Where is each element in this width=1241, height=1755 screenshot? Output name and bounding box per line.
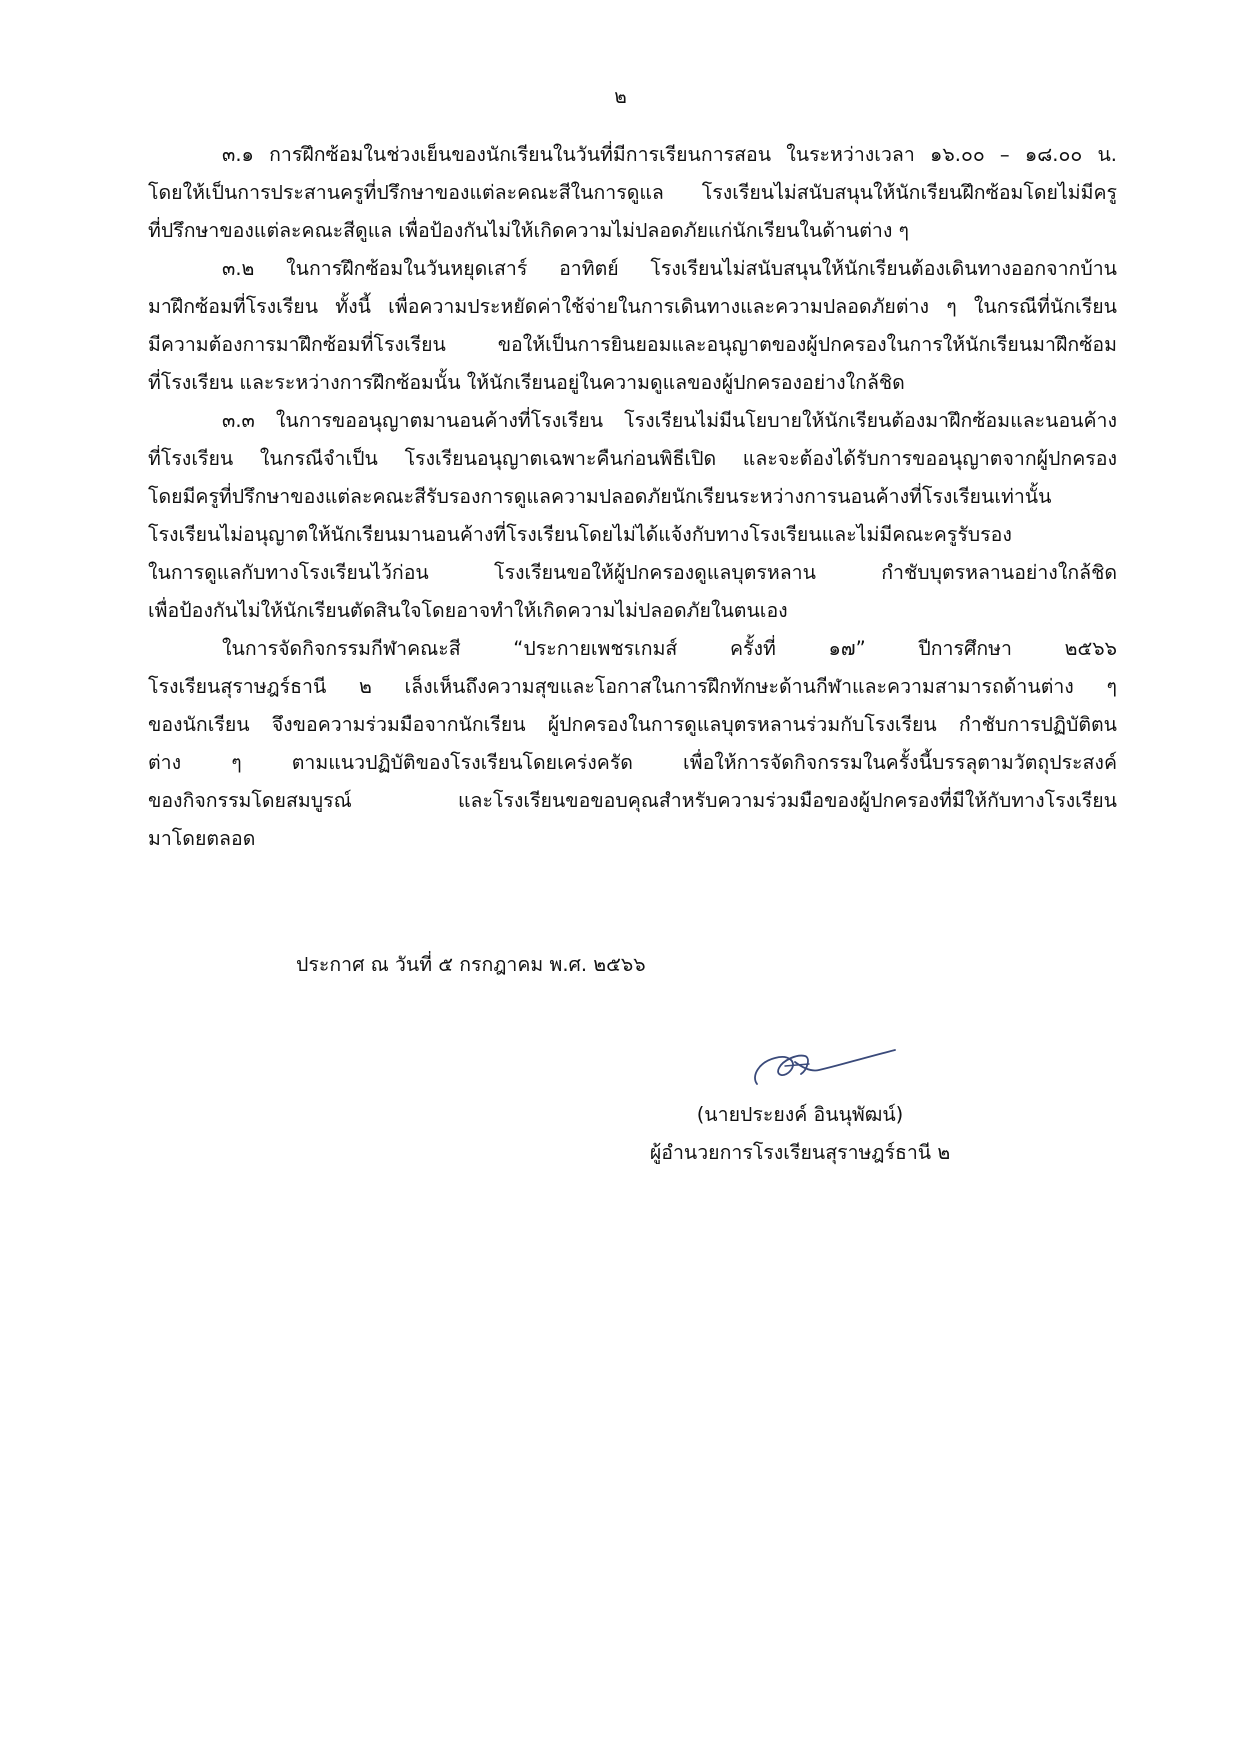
paragraph-3-2-line-2: มาฝึกซ้อมที่โรงเรียน ทั้งนี้ เพื่อความประหยัดค่าใช้จ่ายในการเดินทางและความปลอดภัยต่าง ๆ ในกรณีที่นักเรียน xyxy=(148,295,1117,318)
closing-paragraph-line-2: โรงเรียนสุราษฎร์ธานี ๒ เล็งเห็นถึงความสุขและโอกาสในการฝึกทักษะด้านกีฬาและความสามารถด้านต่าง ๆ xyxy=(148,675,1117,698)
paragraph-3-3-line-5: ในการดูแลกับทางโรงเรียนไว้ก่อน โรงเรียนขอให้ผู้ปกครองดูแลบุตรหลาน กำชับบุตรหลานอย่างใกล้ชิด xyxy=(148,561,1117,584)
paragraph-3-3-line-4: โรงเรียนไม่อนุญาตให้นักเรียนมานอนค้างที่โรงเรียนโดยไม่ได้แจ้งกับทางโรงเรียนและไม่มีคณะครูรับรอง xyxy=(148,523,1012,546)
paragraph-3-1-line-3: ที่ปรึกษาของแต่ละคณะสีดูแล เพื่อป้องกันไม่ให้เกิดความไม่ปลอดภัยแก่นักเรียนในด้านต่าง ๆ xyxy=(148,219,910,242)
paragraph-3-2-line-3: มีความต้องการมาฝึกซ้อมที่โรงเรียน ขอให้เป็นการยินยอมและอนุญาตของผู้ปกครองในการให้นักเรียนมาฝึกซ้อม xyxy=(148,333,1117,356)
paragraph-3-3-line-6: เพื่อป้องกันไม่ให้นักเรียนตัดสินใจโดยอาจทำให้เกิดความไม่ปลอดภัยในตนเอง xyxy=(148,599,788,622)
closing-paragraph-line-4: ต่าง ๆ ตามแนวปฏิบัติของโรงเรียนโดยเคร่งครัด เพื่อให้การจัดกิจกรรมในครั้งนี้บรรลุตามวัตถุประสงค์ xyxy=(148,751,1117,774)
paragraph-3-3-line-3: โดยมีครูที่ปรึกษาของแต่ละคณะสีรับรองการดูแลความปลอดภัยนักเรียนระหว่างการนอนค้างที่โรงเรียนเท่านั้น xyxy=(148,485,1052,508)
page-number: ๒ xyxy=(614,86,627,108)
closing-paragraph-line-1: ในการจัดกิจกรรมกีฬาคณะสี “ประกายเพชรเกมส์ ครั้งที่ ๑๗” ปีการศึกษา ๒๕๖๖ xyxy=(222,637,1117,660)
signature-icon xyxy=(745,1042,905,1092)
paragraph-3-2-line-4: ที่โรงเรียน และระหว่างการฝึกซ้อมนั้น ให้นักเรียนอยู่ในความดูแลของผู้ปกครองอย่างใกล้ชิด xyxy=(148,371,905,394)
signer-position: ผู้อำนวยการโรงเรียนสุราษฎร์ธานี ๒ xyxy=(649,1141,951,1164)
closing-paragraph-line-6: มาโดยตลอด xyxy=(148,827,256,850)
paragraph-3-1-line-2: โดยให้เป็นการประสานครูที่ปรึกษาของแต่ละคณะสีในการดูแล โรงเรียนไม่สนับสนุนให้นักเรียนฝึกซ้อมโดยไม่มีครู xyxy=(148,181,1117,204)
paragraph-3-3-line-1: ๓.๓ ในการขออนุญาตมานอนค้างที่โรงเรียน โรงเรียนไม่มีนโยบายให้นักเรียนต้องมาฝึกซ้อมและนอนค้าง xyxy=(222,409,1117,432)
closing-paragraph-line-5: ของกิจกรรมโดยสมบูรณ์ และโรงเรียนขอขอบคุณสำหรับความร่วมมือของผู้ปกครองที่มีให้กับทางโรงเรียน xyxy=(148,789,1117,812)
closing-paragraph-line-3: ของนักเรียน จึงขอความร่วมมือจากนักเรียน ผู้ปกครองในการดูแลบุตรหลานร่วมกับโรงเรียน กำชับการปฏิบัติตน xyxy=(148,713,1117,736)
signer-name: (นายประยงค์ อินนุพัฒน์) xyxy=(696,1103,904,1126)
paragraph-3-3-line-2: ที่โรงเรียน ในกรณีจำเป็น โรงเรียนอนุญาตเฉพาะคืนก่อนพิธีเปิด และจะต้องได้รับการขออนุญาตจากผู้ปกครอง xyxy=(148,447,1117,470)
paragraph-3-2-line-1: ๓.๒ ในการฝึกซ้อมในวันหยุดเสาร์ อาทิตย์ โรงเรียนไม่สนับสนุนให้นักเรียนต้องเดินทางออกจากบ้าน xyxy=(222,257,1117,280)
announcement-date: ประกาศ ณ วันที่ ๕ กรกฎาคม พ.ศ. ๒๕๖๖ xyxy=(296,953,646,976)
paragraph-3-1-line-1: ๓.๑ การฝึกซ้อมในช่วงเย็นของนักเรียนในวันที่มีการเรียนการสอน ในระหว่างเวลา ๑๖.๐๐ – ๑๘.๐๐ น. xyxy=(222,143,1117,166)
